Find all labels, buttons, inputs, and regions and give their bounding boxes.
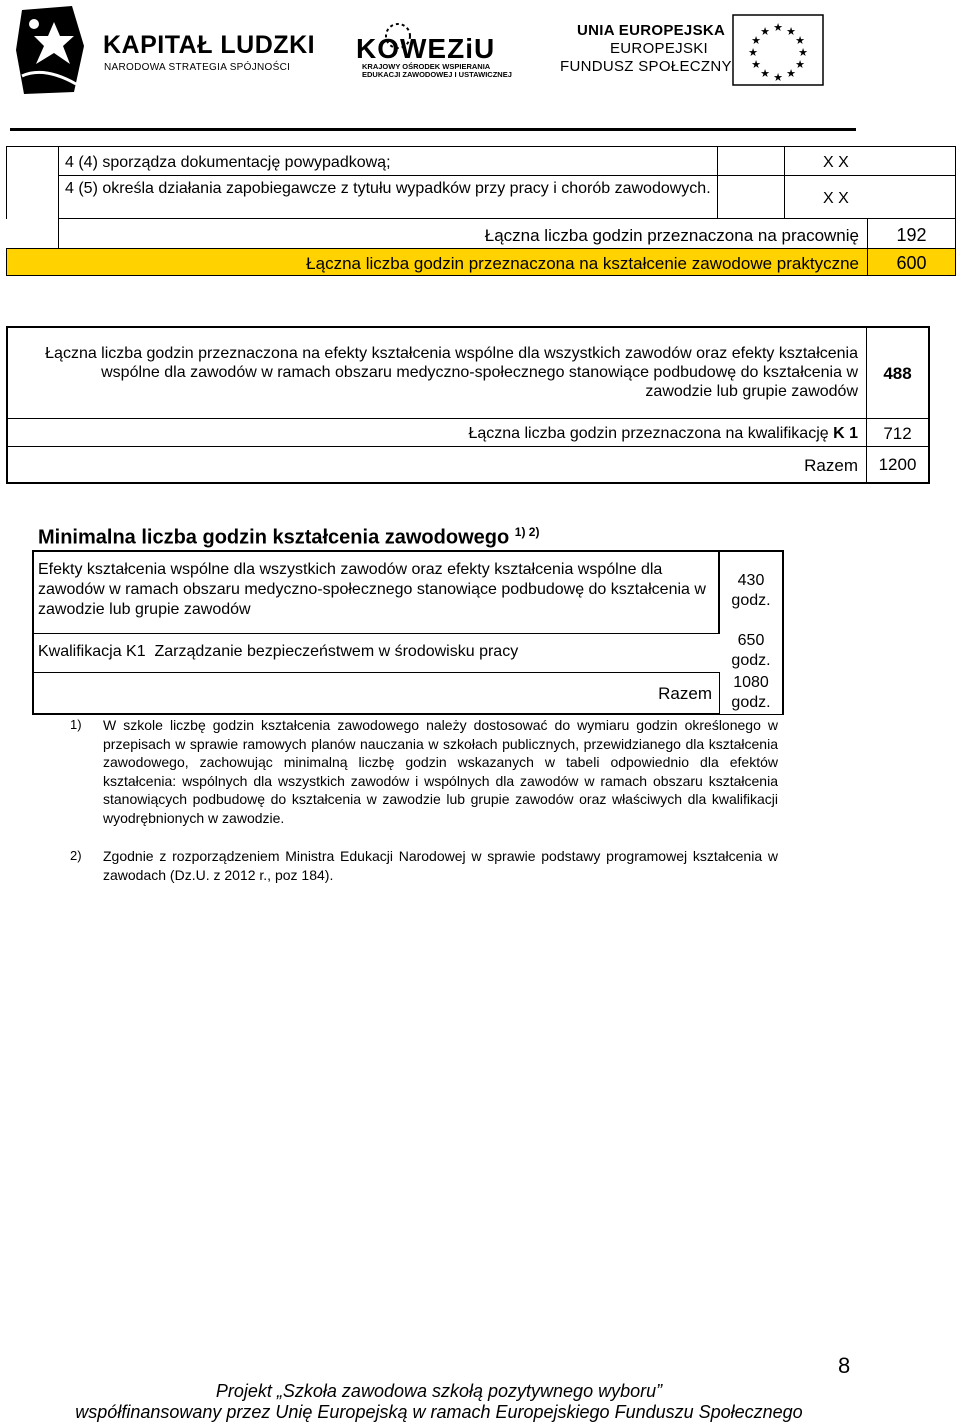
qualification-hours-label: Łączna liczba godzin przeznaczona na kwalifikację K 1 — [6, 418, 867, 447]
svg-text:★: ★ — [795, 34, 805, 47]
footnote-number: 2) — [70, 848, 82, 863]
header-divider — [10, 128, 856, 131]
table-row-marks: X X — [784, 146, 956, 176]
eu-flag-icon — [732, 14, 824, 86]
minimum-total-label: Razem — [658, 684, 712, 703]
minimum-row-hours: 430 godz. — [731, 572, 771, 609]
eu-fund-line2: FUNDUSZ SPOŁECZNY — [560, 58, 732, 75]
minimum-total-hours: 1080 godz. — [731, 674, 771, 711]
kapital-ludzki-subtitle: NARODOWA STRATEGIA SPÓJNOŚCI — [104, 62, 291, 73]
minimum-hours-heading: Minimalna liczba godzin kształcenia zawodowego $^{1) 2)}$ — [38, 525, 540, 549]
minimum-total-box — [32, 672, 720, 714]
kapital-ludzki-title: KAPITAŁ LUDZKI — [103, 31, 316, 59]
table-cell-empty — [717, 146, 785, 176]
common-effects-value: 488 — [866, 326, 930, 419]
common-effects-label: Łączna liczba godzin przeznaczona na efekty kształcenia wspólne dla wszystkich zawodów oraz efekty kształcenia wspólne dla zawodów w ramach obszaru medyczno-społecznego stanowiące podbudowę do kształcenia w zawodzie lub grupie zawodów — [6, 326, 867, 419]
svg-text:★: ★ — [760, 67, 770, 80]
table-row-text: 4 (5) określa działania zapobiegawcze z tytułu wypadków przy pracy i chorób zawodowych. — [58, 175, 718, 219]
footnote-text: W szkole liczbę godzin kształcenia zawodowego należy dostosować do wymiaru godzin określonego w przepisach w sprawie ramowych planów nauczania w szkołach publicznych, przewidzianego dla kształcenia zawodowego, zachowując minimalną liczbę godzin wskazanych w tabeli odpowiednio dla efektów kształcenia: wspólnych dla wszystkich zawodów i wspólnych dla zawodów w ramach obszaru kształcenia stanowiących podbudowę do kształcenia w zawodzie lub grupie zawodów oraz właściwych dla kwalifikacji wyodrębnionych w zawodzie. — [103, 717, 778, 826]
kowezu-subtitle: KRAJOWY OŚRODEK WSPIERANIA EDUKACJI ZAWODOWEJ I USTAWICZNEJ — [362, 62, 512, 79]
practice-hours-label: Łączna liczba godzin przeznaczona na kształcenie zawodowe praktyczne — [6, 248, 868, 276]
footnote-text: Zgodnie z rozporządzeniem Ministra Edukacji Narodowej w sprawie podstawy programowej kształcenia w zawodach (Dz.U. z 2012 r., poz 184). — [103, 848, 778, 883]
summary-total-value: 1200 — [866, 446, 930, 484]
workshop-hours-value: 192 — [867, 218, 956, 249]
footer-project: Projekt „Szkoła zawodowa szkołą pozytywnego wyboru” — [215, 1381, 663, 1401]
eu-fund-line1: EUROPEJSKI — [610, 40, 709, 57]
workshop-hours-label: Łączna liczba godzin przeznaczona na pracownię — [58, 218, 868, 249]
kapital-ludzki-logo-icon — [14, 6, 90, 96]
minimum-row-label: Kwalifikacja K1 Zarządzanie bezpieczeństwem w środowisku pracy — [38, 643, 519, 660]
svg-text:★: ★ — [748, 46, 758, 59]
minimum-hours-row-divider — [32, 633, 720, 634]
footer-funding: współfinansowany przez Unię Europejską w ramach Europejskiego Funduszu Społecznego — [75, 1402, 803, 1422]
svg-text:★: ★ — [798, 46, 808, 59]
table-row-marks: X X — [784, 175, 956, 219]
practice-hours-value: 600 — [867, 248, 956, 276]
minimum-row-hours: 650 godz. — [731, 632, 771, 669]
table-margin-cell — [6, 146, 58, 219]
svg-text:★: ★ — [773, 21, 783, 34]
table-cell-empty — [717, 175, 785, 219]
minimum-row-label: Efekty kształcenia wspólne dla wszystkich zawodów oraz efekty kształcenia wspólne dla zawodów w ramach obszaru medyczno-społecznego stanowiące podbudowę do kształcenia w zawodzie lub grupie zawodów — [38, 561, 706, 618]
qualification-hours-value: 712 — [866, 418, 930, 447]
summary-total-label: Razem — [6, 446, 867, 484]
svg-text:★: ★ — [760, 25, 770, 38]
svg-text:★: ★ — [795, 58, 805, 71]
table-row-text: 4 (4) sporządza dokumentację powypadkową; — [58, 146, 718, 176]
svg-text:★: ★ — [751, 34, 761, 47]
svg-text:★: ★ — [786, 67, 796, 80]
footnote-number: 1) — [70, 717, 82, 732]
page-number: 8 — [838, 1353, 851, 1378]
eu-title: UNIA EUROPEJSKA — [577, 22, 726, 39]
svg-text:★: ★ — [751, 58, 761, 71]
svg-text:★: ★ — [786, 25, 796, 38]
svg-text:★: ★ — [773, 71, 783, 84]
kowezu-wordmark: KOWEZiU — [356, 33, 496, 64]
